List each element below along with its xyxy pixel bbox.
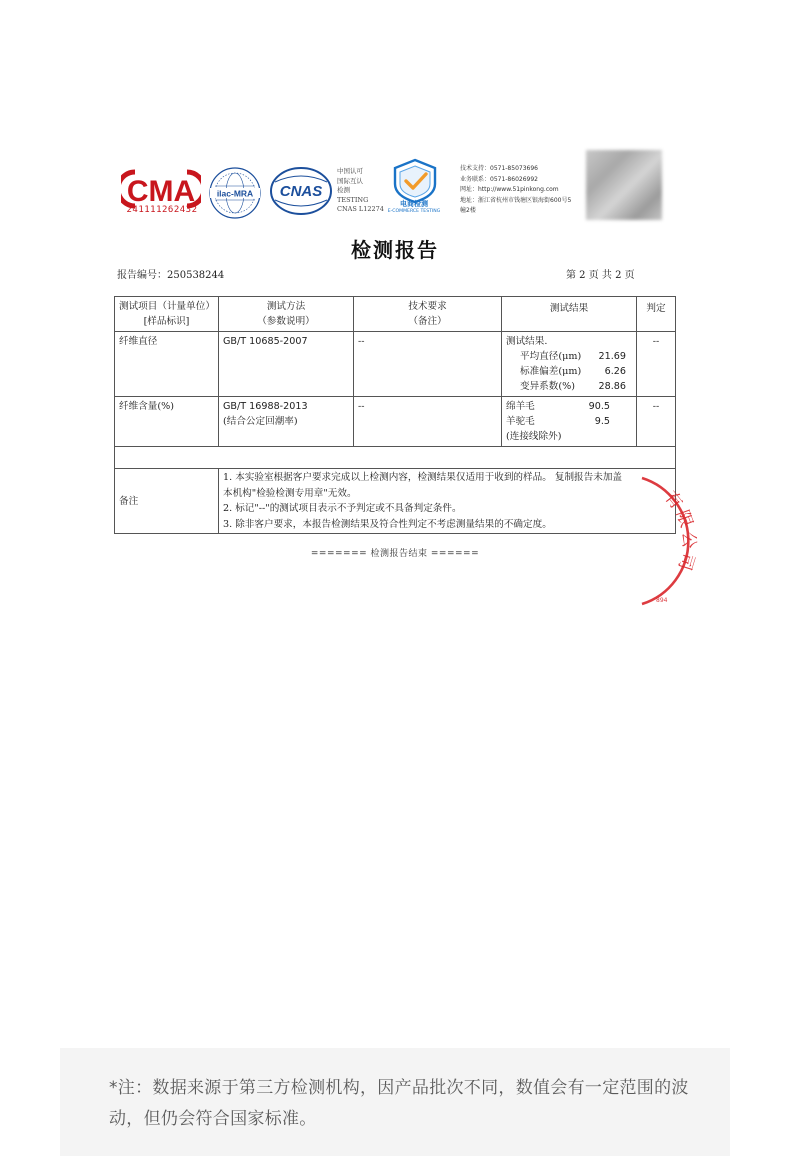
note-line: 3. 除非客户要求，本报告检测结果及符合性判定不考虑测量结果的不确定度。 bbox=[223, 518, 552, 530]
cnas-logo-text: CNAS bbox=[279, 183, 323, 200]
row-requirement: -- bbox=[354, 332, 502, 397]
company-seal-stamp bbox=[612, 468, 722, 608]
contact-line: 网址：http://www.51pinkong.com bbox=[460, 186, 559, 193]
result-title: 测试结果. bbox=[506, 336, 548, 347]
stamp-text: 有限公司 bbox=[659, 487, 699, 576]
result-line: 标准偏差(μm) 6.26 bbox=[520, 366, 626, 377]
contact-line: 技术支持：0571-85073696 bbox=[460, 165, 538, 172]
header-result: 测试结果 bbox=[502, 297, 637, 332]
cma-number: 241111262432 bbox=[126, 205, 198, 215]
header-judgement: 判定 bbox=[637, 297, 676, 332]
ilac-mra-logo bbox=[208, 166, 262, 220]
row-judgement: -- bbox=[637, 397, 676, 447]
row-judgement: -- bbox=[637, 332, 676, 397]
header-requirement: 技术要求 （备注） bbox=[354, 297, 502, 332]
result-line: 羊驼毛 9.5 bbox=[506, 416, 610, 427]
note-line: 1. 本实验室根据客户要求完成以上检测内容，检测结果仅适用于收到的样品。 复制报告未加盖 bbox=[223, 472, 623, 483]
row-item: 纤维直径 bbox=[115, 332, 219, 397]
contact-line: 业务联系：0571-86026992 bbox=[460, 175, 538, 183]
row-item: 纤维含量(%) bbox=[115, 397, 219, 447]
table-empty-row bbox=[115, 447, 676, 469]
result-line: 平均直径(μm) 21.69 bbox=[520, 351, 626, 362]
contact-info bbox=[460, 164, 590, 217]
row-method: GB/T 16988-2013 (结合公定回潮率) bbox=[219, 397, 354, 447]
page-info: 第 2 页 共 2 页 bbox=[566, 270, 635, 281]
result-line: 变异系数(%) 28.86 bbox=[520, 381, 626, 392]
stamp-number: 894 bbox=[656, 597, 668, 604]
table-header-row bbox=[115, 297, 676, 332]
row-requirement: -- bbox=[354, 397, 502, 447]
result-line: 绵羊毛 90.5 bbox=[506, 401, 610, 412]
svg-text:有限公司 bbox=[660, 487, 699, 575]
cma-logo-text: CMA bbox=[126, 175, 196, 208]
note-line: 本机构"检验检测专用章"无效。 bbox=[223, 487, 357, 499]
header-item: 测试项目（计量单位） [样品标识] bbox=[115, 297, 219, 332]
row-method: GB/T 10685-2007 bbox=[219, 332, 354, 397]
cnas-logo bbox=[269, 166, 333, 216]
qr-code-blurred bbox=[586, 150, 662, 220]
cert-line: 中国认可 bbox=[337, 167, 363, 175]
cert-lines bbox=[337, 167, 384, 215]
result-note: (连接线除外) bbox=[506, 431, 562, 442]
table-notes-row bbox=[115, 469, 676, 534]
ecommerce-logo-cn: 电商检测 bbox=[400, 200, 428, 208]
report-end-line: ======= 检测报告结束 ====== bbox=[310, 549, 480, 559]
note-line: 2. 标记"--"的测试项目表示不予判定或不具备判定条件。 bbox=[223, 503, 462, 514]
row-result bbox=[502, 332, 637, 397]
row-result bbox=[502, 397, 637, 447]
contact-line: 地址：浙江省杭州市钱塘区银海街600号5 bbox=[460, 196, 572, 204]
cert-line: CNAS L12274 bbox=[337, 205, 384, 214]
report-number: 报告编号：250538244 bbox=[117, 270, 225, 281]
table-row bbox=[115, 332, 676, 397]
cert-line: 国际互认 bbox=[337, 176, 363, 185]
header-method: 测试方法 （参数说明） bbox=[219, 297, 354, 332]
cert-line: 检测 bbox=[337, 186, 350, 195]
ecommerce-logo-en: E-COMMERCE TESTING bbox=[387, 209, 441, 214]
ilac-logo-text: ilac-MRA bbox=[216, 188, 254, 199]
document-title: 检测报告 bbox=[351, 238, 439, 262]
cert-line: TESTING bbox=[337, 195, 369, 204]
footer-note: *注：数据来源于第三方检测机构，因产品批次不同，数值会有一定范围的波动，但仍会符合国家标准。 bbox=[109, 1078, 689, 1129]
test-results-table bbox=[114, 296, 676, 534]
notes-label: 备注 bbox=[115, 469, 219, 534]
contact-line: 幢2楼 bbox=[460, 207, 476, 214]
table-row bbox=[115, 397, 676, 447]
notes-content bbox=[219, 469, 676, 534]
